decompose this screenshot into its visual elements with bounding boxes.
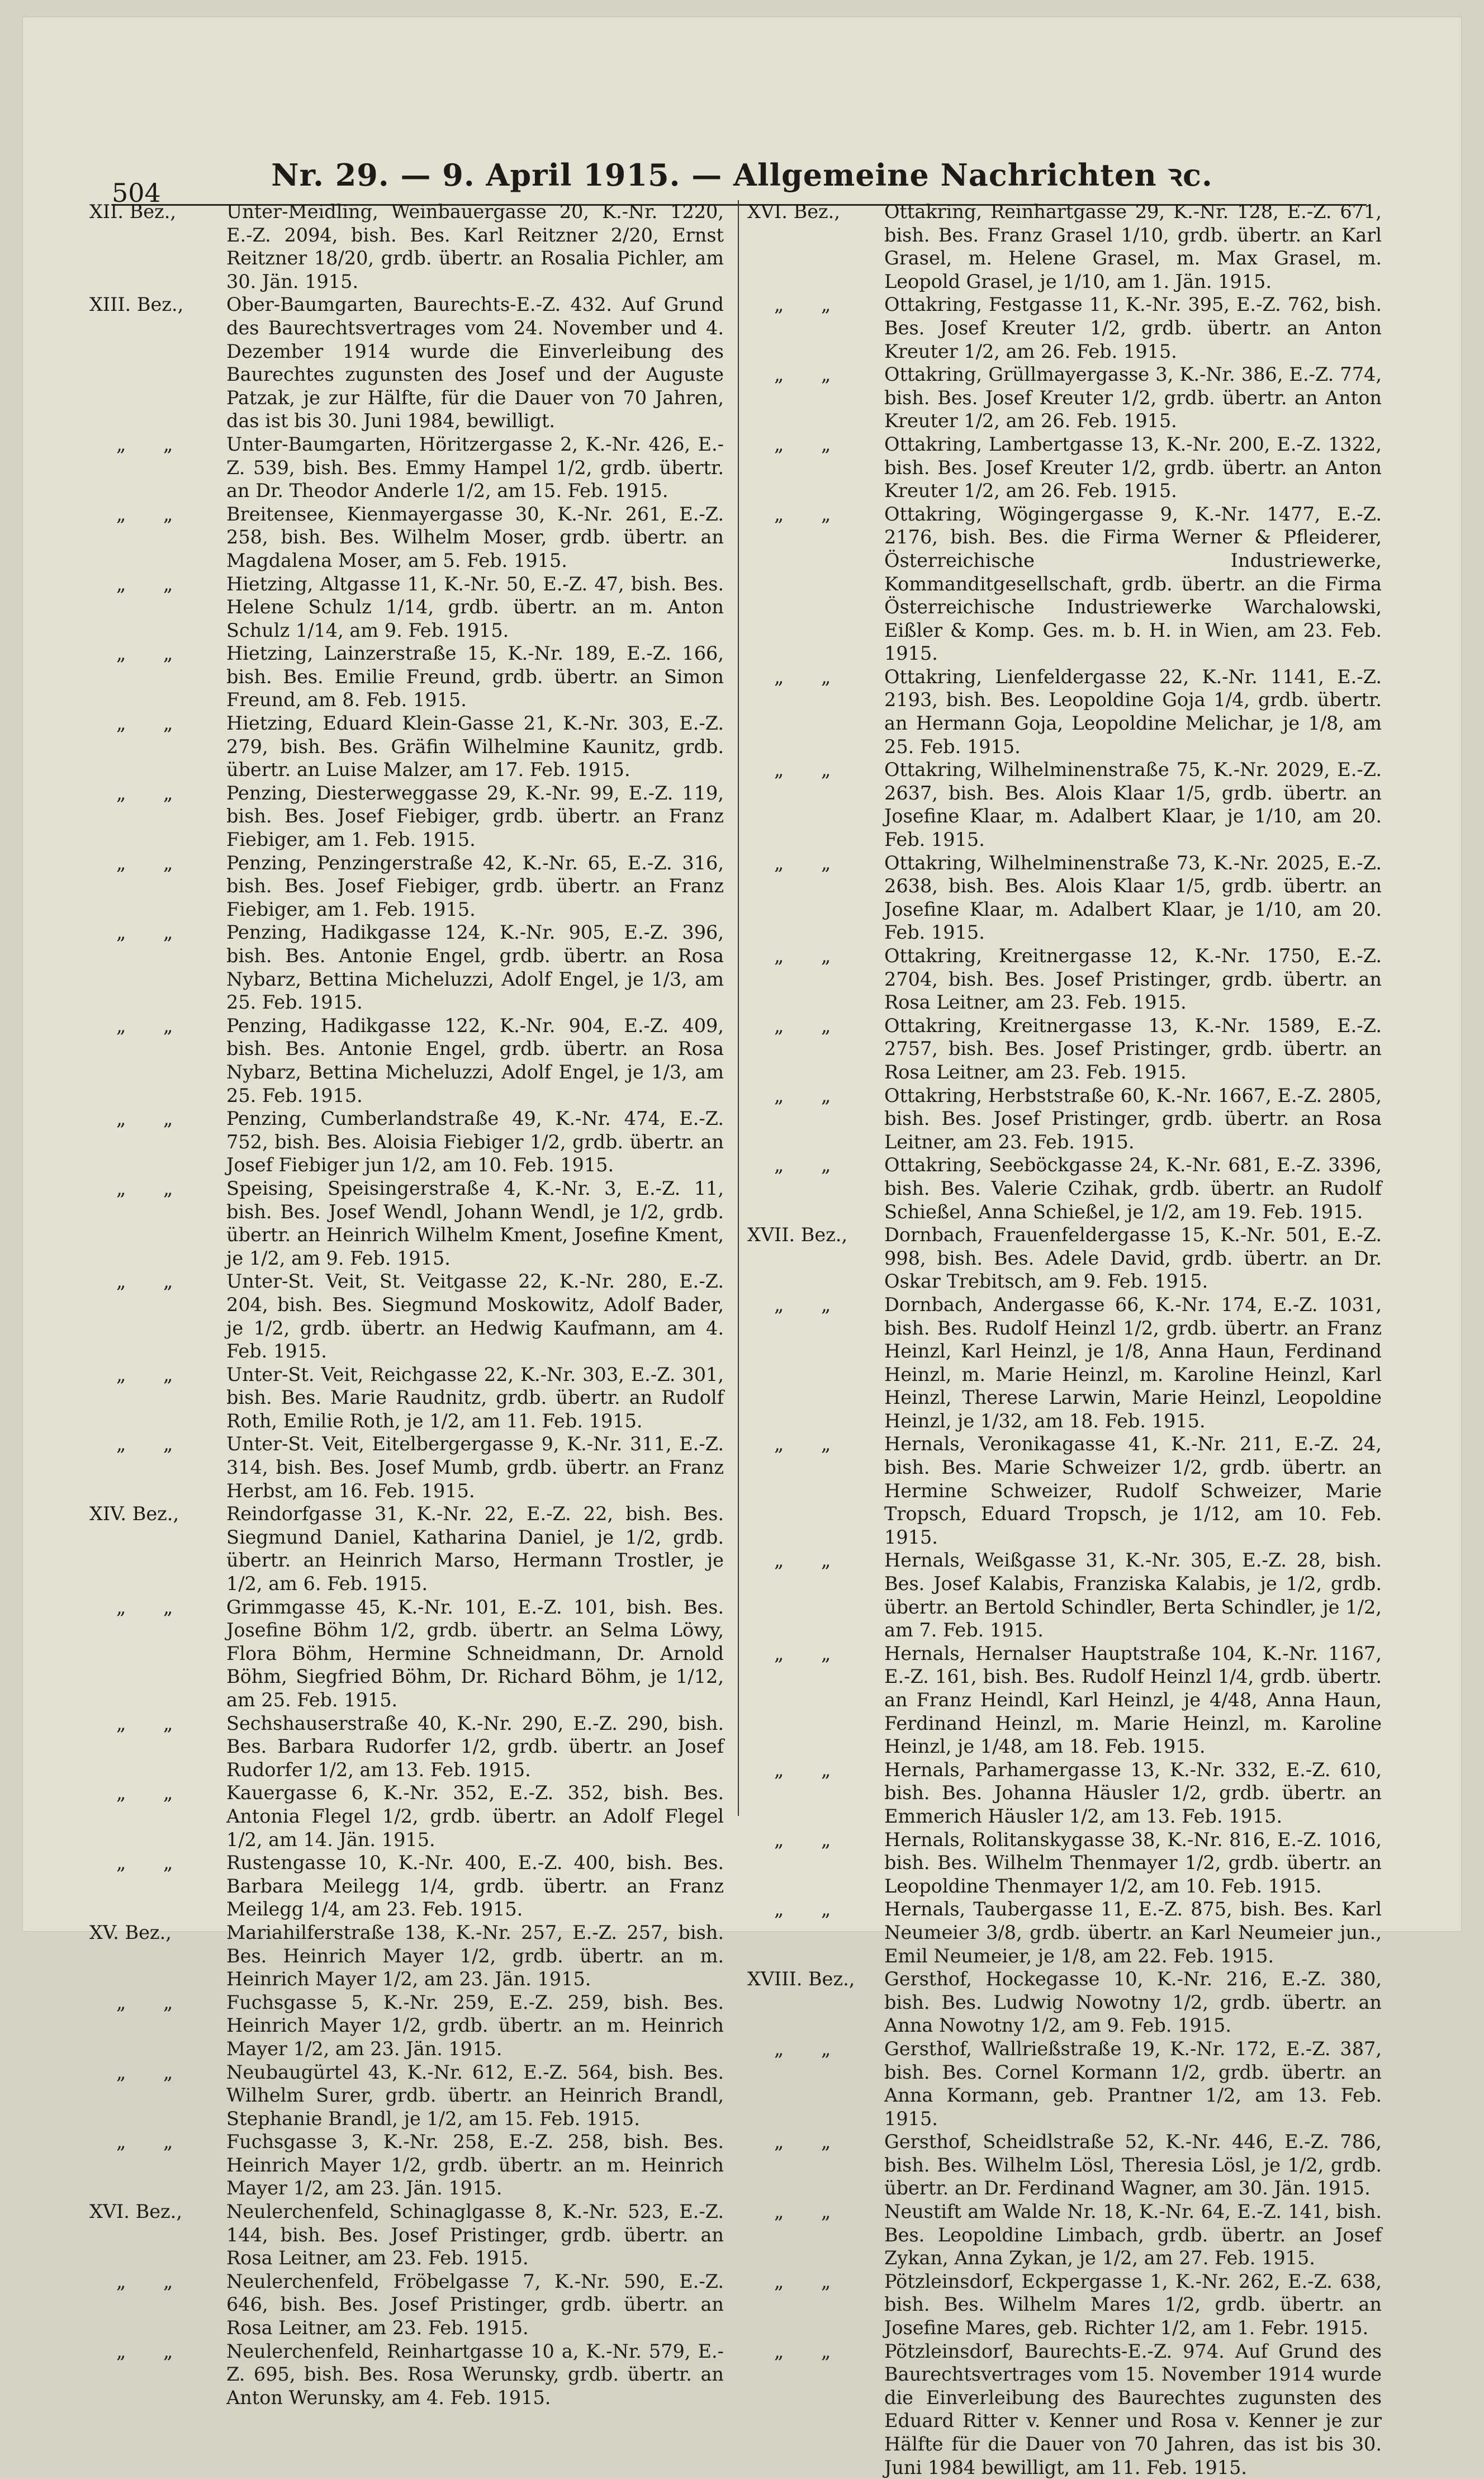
right-column — [747, 200, 1382, 2478]
entry-text: Hernals, Rolitanskygasse 38, K.-Nr. 816, E.-Z. 1016, bish. Bes. Wilhelm Thenmayer 1/2, grdb. übertr. an Leopoldine Thenmayer 1/2, am 10. Feb. 1915. — [884, 1828, 1382, 1897]
entry-district-label: XII. Bez., — [89, 201, 177, 223]
entry-district-label: „ „ — [774, 2340, 847, 2362]
entry-text: Sechshauserstraße 40, K.-Nr. 290, E.-Z. 290, bish. Bes. Barbara Rudorfer 1/2, grdb. übertr. an Josef Rudorfer 1/2, am 13. Feb. 1915. — [226, 1712, 724, 1781]
page-number: 504 — [112, 178, 161, 208]
register-entry — [89, 2130, 724, 2200]
entry-district-label: „ „ — [774, 503, 847, 525]
entry-district-label: „ „ — [116, 1433, 189, 1455]
entry-district-label: „ „ — [116, 1108, 189, 1130]
entry-district-label: „ „ — [116, 2340, 189, 2362]
register-entry — [89, 782, 724, 851]
entry-text: Neulerchenfeld, Fröbelgasse 7, K.-Nr. 590, E.-Z. 646, bish. Bes. Josef Pristinger, grdb. übertr. an Rosa Leitner, am 23. Feb. 1915. — [226, 2270, 724, 2339]
register-entry — [747, 1293, 1382, 1433]
entry-text: Hernals, Parhamergasse 13, K.-Nr. 332, E.-Z. 610, bish. Bes. Johanna Häusler 1/2, grdb. übertr. an Emmerich Häusler 1/2, am 13. Feb. 1915. — [884, 1758, 1382, 1827]
register-entry — [747, 1153, 1382, 1223]
entry-district-label: XVI. Bez., — [89, 2201, 182, 2223]
entry-text: Ottakring, Kreitnergasse 12, K.-Nr. 1750, E.-Z. 2704, bish. Bes. Josef Pristinger, grdb. übertr. an Rosa Leitner, am 23. Feb. 1915. — [884, 945, 1382, 1014]
entry-district-label: „ „ — [774, 2131, 847, 2153]
entry-text: Ottakring, Wögingergasse 9, K.-Nr. 1477, E.-Z. 2176, bish. Bes. die Firma Werner & Pfleiderer, Österreichische Industriewerke, Kommanditgesellschaft, grdb. übertr. an die Firma Österreichische Industriewerke Warchalowski, Eißler & Komp. Ges. m. b. H. in Wien, am 23. Feb. 1915. — [884, 503, 1382, 665]
entry-district-label: „ „ — [116, 782, 189, 804]
register-entry — [89, 1991, 724, 2061]
entry-district-label: XVIII. Bez., — [747, 1968, 855, 1990]
entry-district-label: „ „ — [774, 1898, 847, 1920]
entry-text: Penzing, Hadikgasse 122, K.-Nr. 904, E.-Z. 409, bish. Bes. Antonie Engel, grdb. übertr. an Rosa Nybarz, Bettina Micheluzzi, Adolf Engel, je 1/3, am 25. Feb. 1915. — [226, 1014, 724, 1106]
register-entry — [747, 1828, 1382, 1898]
register-entry — [89, 1014, 724, 1107]
entry-district-label: „ „ — [116, 503, 189, 525]
entry-district-label: „ „ — [774, 945, 847, 967]
register-entry — [89, 2200, 724, 2270]
entry-text: Unter-St. Veit, Reichgasse 22, K.-Nr. 303, E.-Z. 301, bish. Bes. Marie Raudnitz, grdb. übertr. an Rudolf Roth, Emilie Roth, je 1/2, am 11. Feb. 1915. — [226, 1363, 724, 1432]
entry-district-label: „ „ — [774, 433, 847, 455]
entry-text: Hernals, Hernalser Hauptstraße 104, K.-Nr. 1167, E.-Z. 161, bish. Bes. Rudolf Heinzl 1/4, grdb. übertr. an Franz Heindl, Karl Heinzl, je 4/48, Anna Haun, Ferdinand Heinzl, m. Marie Heinzl, m. Karoline Heinzl, je 1/48, am 18. Feb. 1915. — [884, 1642, 1382, 1758]
entry-district-label: „ „ — [116, 573, 189, 595]
entry-district-label: „ „ — [116, 1782, 189, 1804]
entry-text: Fuchsgasse 5, K.-Nr. 259, E.-Z. 259, bish. Bes. Heinrich Mayer 1/2, grdb. übertr. an m. Heinrich Mayer 1/2, am 23. Jän. 1915. — [226, 1991, 724, 2060]
entry-district-label: „ „ — [774, 1433, 847, 1455]
register-entry — [747, 758, 1382, 851]
entry-district-label: „ „ — [774, 1154, 847, 1176]
entry-text: Dornbach, Andergasse 66, K.-Nr. 174, E.-Z. 1031, bish. Bes. Rudolf Heinzl 1/2, grdb. übertr. an Franz Heinzl, Karl Heinzl, je 1/8, Anna Haun, Ferdinand Heinzl, m. Marie Heinzl, m. Karoline Heinzl, Karl Heinzl, Therese Larwin, Marie Heinzl, Leopoldine Heinzl, je 1/32, am 18. Feb. 1915. — [884, 1293, 1382, 1432]
entry-text: Hietzing, Eduard Klein-Gasse 21, K.-Nr. 303, E.-Z. 279, bish. Bes. Gräfin Wilhelmine Kaunitz, grdb. übertr. an Luise Malzer, am 17. Feb. 1915. — [226, 712, 724, 781]
register-entry — [89, 1107, 724, 1177]
entry-text: Hernals, Taubergasse 11, E.-Z. 875, bish. Bes. Karl Neumeier 3/8, grdb. übertr. an Karl Neumeier jun., Emil Neumeier, je 1/8, am 22. Feb. 1915. — [884, 1898, 1382, 1967]
entry-text: Breitensee, Kienmayergasse 30, K.-Nr. 261, E.-Z. 258, bish. Bes. Wilhelm Moser, grdb. übertr. an Magdalena Moser, am 5. Feb. 1915. — [226, 503, 724, 571]
entry-text: Neustift am Walde Nr. 18, K.-Nr. 64, E.-Z. 141, bish. Bes. Leopoldine Limbach, grdb. übertr. an Josef Zykan, Anna Zykan, je 1/2, am 27. Feb. 1915. — [884, 2201, 1382, 2269]
register-entry — [89, 1921, 724, 1991]
entry-text: Mariahilferstraße 138, K.-Nr. 257, E.-Z. 257, bish. Bes. Heinrich Mayer 1/2, grdb. übertr. an m. Heinrich Mayer 1/2, am 23. Jän. 1915. — [226, 1921, 724, 1990]
entry-district-label: „ „ — [774, 665, 847, 688]
entry-district-label: „ „ — [116, 1852, 189, 1874]
register-entry — [747, 2200, 1382, 2270]
entry-district-label: „ „ — [116, 642, 189, 665]
entry-text: Neubaugürtel 43, K.-Nr. 612, E.-Z. 564, bish. Bes. Wilhelm Surer, grdb. übertr. an Heinrich Brandl, Stephanie Brandl, je 1/2, am 15. Feb. 1915. — [226, 2061, 724, 2130]
entry-district-label: „ „ — [774, 1642, 847, 1664]
entry-text: Kauergasse 6, K.-Nr. 352, E.-Z. 352, bish. Bes. Antonia Flegel 1/2, grdb. übertr. an Adolf Flegel 1/2, am 14. Jän. 1915. — [226, 1782, 724, 1851]
register-entry — [747, 1549, 1382, 1641]
entry-district-label: „ „ — [774, 1084, 847, 1106]
register-entry — [89, 712, 724, 782]
entry-district-label: „ „ — [116, 2131, 189, 2153]
entry-district-label: „ „ — [774, 1293, 847, 1316]
register-entry — [89, 200, 724, 293]
entry-text: Penzing, Diesterweggasse 29, K.-Nr. 99, E.-Z. 119, bish. Bes. Josef Fiebiger, grdb. übertr. an Franz Fiebiger, am 1. Feb. 1915. — [226, 782, 724, 851]
entry-district-label: „ „ — [116, 1363, 189, 1385]
entry-district-label: „ „ — [774, 363, 847, 386]
entry-text: Ottakring, Kreitnergasse 13, K.-Nr. 1589, E.-Z. 2757, bish. Bes. Josef Pristinger, grdb. übertr. an Rosa Leitner, am 23. Feb. 1915. — [884, 1014, 1382, 1083]
entry-text: Pötzleinsdorf, Baurechts-E.-Z. 974. Auf Grund des Baurechtsvertrages vom 15. November 1914 wurde die Einverleibung des Baurechtes zugunsten des Eduard Ritter v. Kenner und Rosa v. Kenner je zur Hälfte für die Dauer von 70 Jahren, das ist bis 30. Juni 1984 bewilligt, am 11. Feb. 1915. — [884, 2340, 1382, 2478]
entry-district-label: „ „ — [116, 1177, 189, 1199]
register-entry — [747, 1223, 1382, 1293]
entry-district-label: „ „ — [116, 2270, 189, 2292]
register-entry — [747, 1758, 1382, 1828]
entry-district-label: „ „ — [116, 712, 189, 735]
entry-district-label: „ „ — [116, 1712, 189, 1734]
entry-text: Neulerchenfeld, Reinhartgasse 10 a, K.-Nr. 579, E.-Z. 695, bish. Bes. Rosa Werunsky, grdb. übertr. an Anton Werunsky, am 4. Feb. 1915. — [226, 2340, 724, 2409]
entry-district-label: „ „ — [774, 2270, 847, 2292]
entry-text: Gersthof, Scheidlstraße 52, K.-Nr. 446, E.-Z. 786, bish. Bes. Wilhelm Lösl, Theresia Lösl, je 1/2, grdb. übertr. an Dr. Ferdinand Wagner, am 30. Jän. 1915. — [884, 2131, 1382, 2199]
entry-district-label: „ „ — [116, 433, 189, 455]
register-entry — [747, 665, 1382, 758]
entry-text: Fuchsgasse 3, K.-Nr. 258, E.-Z. 258, bish. Bes. Heinrich Mayer 1/2, grdb. übertr. an m. Heinrich Mayer 1/2, am 23. Jän. 1915. — [226, 2131, 724, 2199]
register-entry — [747, 851, 1382, 944]
entry-district-label: „ „ — [774, 759, 847, 781]
register-entry — [89, 1270, 724, 1362]
entry-text: Unter-St. Veit, Eitelbergergasse 9, K.-Nr. 311, E.-Z. 314, bish. Bes. Josef Mumb, grdb. übertr. an Franz Herbst, am 16. Feb. 1915. — [226, 1433, 724, 1502]
entry-text: Pötzleinsdorf, Eckpergasse 1, K.-Nr. 262, E.-Z. 638, bish. Bes. Wilhelm Mares 1/2, grdb. übertr. an Josefine Mares, geb. Richter 1/2, am 1. Febr. 1915. — [884, 2270, 1382, 2339]
entry-district-label: „ „ — [116, 2061, 189, 2083]
entry-text: Penzing, Penzingerstraße 42, K.-Nr. 65, E.-Z. 316, bish. Bes. Josef Fiebiger, grdb. übertr. an Franz Fiebiger, am 1. Feb. 1915. — [226, 851, 724, 920]
register-entry — [747, 433, 1382, 503]
register-entry — [747, 944, 1382, 1014]
entry-text: Ottakring, Lienfeldergasse 22, K.-Nr. 1141, E.-Z. 2193, bish. Bes. Leopoldine Goja 1/4, grdb. übertr. an Hermann Goja, Leopoldine Melichar, je 1/8, am 25. Feb. 1915. — [884, 665, 1382, 758]
register-entry — [747, 1898, 1382, 1967]
entry-text: Unter-Meidling, Weinbauergasse 20, K.-Nr. 1220, E.-Z. 2094, bish. Bes. Karl Reitzner 2/20, Ernst Reitzner 18/20, grdb. übertr. an Rosalia Pichler, am 30. Jän. 1915. — [226, 201, 724, 292]
entry-text: Ottakring, Lambertgasse 13, K.-Nr. 200, E.-Z. 1322, bish. Bes. Josef Kreuter 1/2, grdb. übertr. an Anton Kreuter 1/2, am 26. Feb. 1915. — [884, 433, 1382, 502]
entry-text: Ottakring, Seeböckgasse 24, K.-Nr. 681, E.-Z. 3396, bish. Bes. Valerie Czihak, grdb. übertr. an Rudolf Schießel, Anna Schießel, je 1/2, am 19. Feb. 1915. — [884, 1154, 1382, 1223]
entry-district-label: XIII. Bez., — [89, 294, 184, 316]
entry-text: Ottakring, Grüllmayergasse 3, K.-Nr. 386, E.-Z. 774, bish. Bes. Josef Kreuter 1/2, grdb. übertr. an Anton Kreuter 1/2, am 26. Feb. 1915. — [884, 363, 1382, 432]
register-entry — [747, 1014, 1382, 1084]
entry-district-label: „ „ — [774, 2201, 847, 2223]
register-entry — [747, 1432, 1382, 1549]
register-entry — [89, 1363, 724, 1433]
entry-text: Gersthof, Wallrießstraße 19, K.-Nr. 172, E.-Z. 387, bish. Bes. Cornel Kormann 1/2, grdb. übertr. an Anna Kormann, geb. Prantner 1/2, am 13. Feb. 1915. — [884, 2037, 1382, 2130]
entry-district-label: „ „ — [774, 294, 847, 316]
register-entry — [89, 851, 724, 921]
register-entry — [89, 1851, 724, 1921]
register-entry — [89, 642, 724, 712]
register-entry — [89, 1432, 724, 1502]
entry-text: Hernals, Veronikagasse 41, K.-Nr. 211, E.-Z. 24, bish. Bes. Marie Schweizer 1/2, grdb. übertr. an Hermine Schweizer, Rudolf Schweizer, Marie Tropsch, Eduard Tropsch, je 1/12, am 10. Feb. 1915. — [884, 1433, 1382, 1548]
entry-text: Speising, Speisingerstraße 4, K.-Nr. 3, E.-Z. 11, bish. Bes. Josef Wendl, Johann Wendl, je 1/2, grdb. übertr. an Heinrich Wilhelm Kment, Josefine Kment, je 1/2, am 9. Feb. 1915. — [226, 1177, 724, 1269]
entry-district-label: XVII. Bez., — [747, 1224, 848, 1246]
register-entry — [89, 573, 724, 642]
column-divider — [738, 200, 739, 1816]
entry-text: Reindorfgasse 31, K.-Nr. 22, E.-Z. 22, bish. Bes. Siegmund Daniel, Katharina Daniel, je 1/2, grdb. übertr. an Heinrich Marso, Hermann Trostler, je 1/2, am 6. Feb. 1915. — [226, 1503, 724, 1595]
entry-text: Penzing, Cumberlandstraße 49, K.-Nr. 474, E.-Z. 752, bish. Bes. Aloisia Fiebiger 1/2, grdb. übertr. an Josef Fiebiger jun 1/2, am 10. Feb. 1915. — [226, 1108, 724, 1176]
register-entry — [747, 1642, 1382, 1758]
entry-text: Unter-Baumgarten, Höritzergasse 2, K.-Nr. 426, E.-Z. 539, bish. Bes. Emmy Hampel 1/2, grdb. übertr. an Dr. Theodor Anderle 1/2, am 15. Feb. 1915. — [226, 433, 724, 502]
entry-text: Hernals, Weißgasse 31, K.-Nr. 305, E.-Z. 28, bish. Bes. Josef Kalabis, Franziska Kalabis, je 1/2, grdb. übertr. an Bertold Schindler, Berta Schindler, je 1/2, am 7. Feb. 1915. — [884, 1549, 1382, 1641]
entry-text: Ottakring, Reinhartgasse 29, K.-Nr. 128, E.-Z. 671, bish. Bes. Franz Grasel 1/10, grdb. übertr. an Karl Grasel, m. Helene Grasel, m. Max Grasel, m. Leopold Grasel, je 1/10, am 1. Jän. 1915. — [884, 201, 1382, 292]
register-entry — [747, 1084, 1382, 1154]
entry-district-label: „ „ — [116, 1270, 189, 1293]
register-entry — [89, 1177, 724, 1270]
entry-district-label: „ „ — [116, 1991, 189, 2013]
entry-text: Penzing, Hadikgasse 124, K.-Nr. 905, E.-Z. 396, bish. Bes. Antonie Engel, grdb. übertr. an Rosa Nybarz, Bettina Micheluzzi, Adolf Engel, je 1/3, am 25. Feb. 1915. — [226, 921, 724, 1014]
entry-text: Ober-Baumgarten, Baurechts-E.-Z. 432. Auf Grund des Baurechtsvertrages vom 24. November und 4. Dezember 1914 wurde die Einverleibung des Baurechtes zugunsten des Josef und der Auguste Patzak, je zur Hälfte, für die Dauer von 70 Jahren, das ist bis 30. Juni 1984, bewilligt. — [226, 294, 724, 432]
entry-text: Dornbach, Frauenfeldergasse 15, K.-Nr. 501, E.-Z. 998, bish. Bes. Adele David, grdb. übertr. an Dr. Oskar Trebitsch, am 9. Feb. 1915. — [884, 1224, 1382, 1293]
register-entry — [747, 2037, 1382, 2130]
entry-text: Ottakring, Herbststraße 60, K.-Nr. 1667, E.-Z. 2805, bish. Bes. Josef Pristinger, grdb. übertr. an Rosa Leitner, am 23. Feb. 1915. — [884, 1084, 1382, 1153]
register-entry — [89, 2340, 724, 2410]
entry-text: Ottakring, Festgasse 11, K.-Nr. 395, E.-Z. 762, bish. Bes. Josef Kreuter 1/2, grdb. übertr. an Anton Kreuter 1/2, am 26. Feb. 1915. — [884, 294, 1382, 362]
entry-text: Grimmgasse 45, K.-Nr. 101, E.-Z. 101, bish. Bes. Josefine Böhm 1/2, grdb. übertr. an Selma Löwy, Flora Böhm, Hermine Schneidmann, Dr. Arnold Böhm, Siegfried Böhm, Dr. Richard Böhm, je 1/12, am 25. Feb. 1915. — [226, 1596, 724, 1711]
register-entry — [89, 2061, 724, 2131]
register-entry — [747, 1967, 1382, 2037]
register-entry — [89, 503, 724, 573]
register-entry — [89, 433, 724, 503]
entry-district-label: „ „ — [774, 1758, 847, 1781]
entry-text: Hietzing, Lainzerstraße 15, K.-Nr. 189, E.-Z. 166, bish. Bes. Emilie Freund, grdb. übertr. an Simon Freund, am 8. Feb. 1915. — [226, 642, 724, 711]
register-entry — [89, 1781, 724, 1851]
register-entry — [747, 2340, 1382, 2479]
entry-district-label: „ „ — [116, 921, 189, 944]
entry-text: Hietzing, Altgasse 11, K.-Nr. 50, E.-Z. 47, bish. Bes. Helene Schulz 1/14, grdb. übertr. an m. Anton Schulz 1/14, am 9. Feb. 1915. — [226, 573, 724, 641]
entry-district-label: „ „ — [774, 2037, 847, 2060]
entry-district-label: XV. Bez., — [89, 1921, 172, 1943]
entry-text: Unter-St. Veit, St. Veitgasse 22, K.-Nr. 280, E.-Z. 204, bish. Bes. Siegmund Moskowitz, Adolf Bader, je 1/2, grdb. übertr. an Hedwig Kaufmann, am 4. Feb. 1915. — [226, 1270, 724, 1362]
register-entry — [89, 1502, 724, 1595]
entry-district-label: „ „ — [774, 851, 847, 874]
entry-text: Gersthof, Hockegasse 10, K.-Nr. 216, E.-Z. 380, bish. Bes. Ludwig Nowotny 1/2, grdb. übertr. an Anna Nowotny 1/2, am 9. Feb. 1915. — [884, 1968, 1382, 2037]
register-entry — [747, 363, 1382, 433]
register-entry — [89, 293, 724, 433]
entry-district-label: „ „ — [774, 1828, 847, 1851]
left-column — [89, 200, 724, 2409]
entry-text: Ottakring, Wilhelminenstraße 75, K.-Nr. 2029, E.-Z. 2637, bish. Bes. Alois Klaar 1/5, grdb. übertr. an Josefine Klaar, m. Adalbert Klaar, je 1/10, am 20. Feb. 1915. — [884, 759, 1382, 851]
entry-district-label: „ „ — [774, 1014, 847, 1037]
entry-district-label: XIV. Bez., — [89, 1503, 179, 1525]
register-entry — [747, 2130, 1382, 2200]
register-entry — [89, 1712, 724, 1782]
entry-district-label: XVI. Bez., — [747, 201, 840, 223]
register-entry — [89, 2270, 724, 2340]
entry-text: Ottakring, Wilhelminenstraße 73, K.-Nr. 2025, E.-Z. 2638, bish. Bes. Alois Klaar 1/5, grdb. übertr. an Josefine Klaar, m. Adalbert Klaar, je 1/10, am 20. Feb. 1915. — [884, 851, 1382, 944]
entry-district-label: „ „ — [116, 1014, 189, 1037]
register-entry — [89, 1596, 724, 1712]
register-entry — [747, 293, 1382, 363]
entry-text: Neulerchenfeld, Schinaglgasse 8, K.-Nr. 523, E.-Z. 144, bish. Bes. Josef Pristinger, grdb. übertr. an Rosa Leitner, am 23. Feb. 1915. — [226, 2201, 724, 2269]
entry-district-label: „ „ — [116, 851, 189, 874]
page-header-title: Nr. 29. — 9. April 1915. — Allgemeine Nachrichten ꝛc. — [271, 157, 1213, 193]
entry-district-label: „ „ — [774, 1549, 847, 1572]
register-entry — [747, 200, 1382, 293]
register-entry — [747, 2270, 1382, 2340]
register-entry — [89, 921, 724, 1014]
register-entry — [747, 503, 1382, 665]
entry-text: Rustengasse 10, K.-Nr. 400, E.-Z. 400, bish. Bes. Barbara Meilegg 1/4, grdb. übertr. an Franz Meilegg 1/4, am 23. Feb. 1915. — [226, 1852, 724, 1920]
entry-district-label: „ „ — [116, 1596, 189, 1618]
